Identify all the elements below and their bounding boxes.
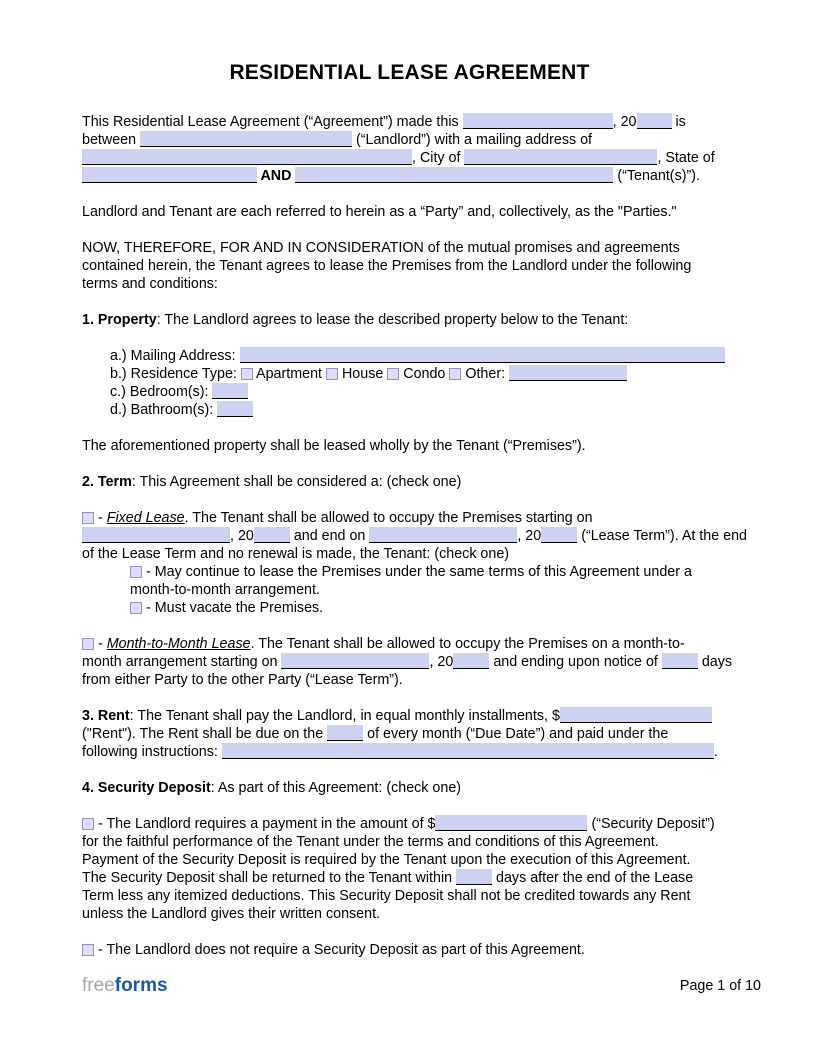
text-segment: Term less any itemized deductions. This Security Deposit shall not be credited towards any Rent	[82, 888, 691, 904]
text-segment: The Security Deposit shall be returned to the Tenant within	[82, 870, 457, 886]
section-number-title: 2. Term	[82, 474, 132, 490]
text-segment: from either Party to the other Party (“Lease Term”).	[82, 672, 403, 688]
text-segment: c.) Bedroom(s):	[110, 384, 213, 400]
fixed-start-year-field[interactable]	[254, 527, 290, 543]
no-deposit-line	[82, 941, 737, 959]
text-segment: Other:	[461, 366, 510, 382]
premises-line	[82, 437, 737, 455]
deposit-line-1	[82, 815, 737, 833]
house-checkbox[interactable]	[326, 368, 338, 380]
text-segment: , State of	[657, 150, 715, 166]
parties-paragraph	[82, 203, 737, 221]
text-segment: for the faithful performance of the Tenant under the terms and conditions of this Agreement.	[82, 834, 659, 850]
logo-free-text: free	[82, 975, 115, 996]
page-footer	[82, 975, 761, 997]
page-indicator: Page 1 of 10	[679, 978, 761, 994]
fixed-lease-checkbox[interactable]	[82, 512, 94, 524]
text-segment: House	[338, 366, 388, 382]
text-segment: .	[713, 744, 718, 760]
property-heading-line	[82, 311, 737, 329]
apartment-checkbox[interactable]	[241, 368, 253, 380]
fixed-option-vacate-line	[82, 599, 737, 617]
text-segment: contained herein, the Tenant agrees to lease the Premises from the Landlord under the following	[82, 258, 692, 274]
text-segment: b.) Residence Type:	[110, 366, 241, 382]
fixed-end-year-field[interactable]	[541, 527, 577, 543]
fixed-lease-label: Fixed Lease	[106, 510, 185, 526]
intro-line-4	[82, 167, 737, 185]
text-segment: (“Security Deposit”)	[587, 816, 715, 832]
intro-line-3	[82, 149, 737, 167]
fixed-lease-clause	[82, 509, 748, 617]
month-to-month-checkbox[interactable]	[82, 638, 94, 650]
agreement-date-field[interactable]	[463, 113, 613, 129]
text-segment: days	[697, 654, 733, 670]
tenant-name-field[interactable]	[295, 167, 613, 183]
landlord-mailing-address-field[interactable]	[82, 149, 412, 165]
text-segment: : The Landlord agrees to lease the described property below to the Tenant:	[156, 312, 629, 328]
text-segment: (“Lease Term”). At the end	[577, 528, 748, 544]
consideration-paragraph	[82, 239, 737, 293]
section-3-rent-clause	[82, 707, 737, 761]
deposit-line-6	[82, 905, 737, 923]
text-segment: Payment of the Security Deposit is required by the Tenant upon the execution of this Agreement.	[82, 852, 691, 868]
rent-line-2	[82, 725, 737, 743]
other-checkbox[interactable]	[449, 368, 461, 380]
text-segment: and ending upon notice of	[489, 654, 662, 670]
deposit-heading-line	[82, 779, 737, 797]
m2m-line-1	[82, 635, 737, 653]
text-segment: unless the Landlord gives their written consent.	[82, 906, 381, 922]
text-segment: - Must vacate the Premises.	[142, 600, 324, 616]
bathrooms-field[interactable]	[217, 401, 253, 417]
fixed-lease-line-3	[82, 545, 737, 563]
text-segment: , 20	[612, 114, 637, 130]
deposit-line-3	[82, 851, 737, 869]
rent-amount-field[interactable]	[560, 707, 712, 723]
m2m-line-2	[82, 653, 737, 671]
property-mailing-address-field[interactable]	[240, 347, 725, 363]
bedrooms-field[interactable]	[212, 383, 248, 399]
other-type-field[interactable]	[509, 365, 627, 381]
fixed-lease-line-1	[82, 509, 737, 527]
text-segment: Apartment	[252, 366, 326, 382]
deposit-required-checkbox[interactable]	[82, 818, 94, 830]
section-number-title: 3. Rent	[82, 708, 130, 724]
text-segment: is	[671, 114, 686, 130]
m2m-start-date-field[interactable]	[281, 653, 429, 669]
section-2-term-heading	[82, 473, 737, 491]
text-segment: , 20	[517, 528, 542, 544]
property-item-a	[110, 347, 737, 365]
deposit-line-5	[82, 887, 737, 905]
month-to-month-clause	[82, 635, 737, 689]
city-field[interactable]	[464, 149, 657, 165]
text-segment: between	[82, 132, 141, 148]
text-segment: following instructions:	[82, 744, 222, 760]
deposit-line-4	[82, 869, 737, 887]
consideration-line-1	[82, 239, 737, 257]
text-segment: month arrangement starting on	[82, 654, 282, 670]
text-segment: - May continue to lease the Premises under the same terms of this Agreement under a	[142, 564, 692, 580]
text-segment: of every month (“Due Date”) and paid under the	[363, 726, 669, 742]
section-number-title: 4. Security Deposit	[82, 780, 211, 796]
text-segment: d.) Bathroom(s):	[110, 402, 218, 418]
text-segment: Landlord and Tenant are each referred to herein as a “Party” and, collectively, as the "Parties."	[82, 204, 677, 220]
text-segment: terms and conditions:	[82, 276, 218, 292]
text-segment: a.) Mailing Address:	[110, 348, 240, 364]
m2m-notice-days-field[interactable]	[662, 653, 698, 669]
m2m-start-year-field[interactable]	[453, 653, 489, 669]
text-segment: , City of	[412, 150, 465, 166]
and-text: AND	[257, 168, 296, 184]
text-segment: and end on	[289, 528, 370, 544]
text-segment: NOW, THEREFORE, FOR AND IN CONSIDERATION of the mutual promises and agreements	[82, 240, 680, 256]
text-segment: . The Tenant shall be allowed to occupy the Premises starting on	[184, 510, 593, 526]
parties-line	[82, 203, 737, 221]
text-segment: , 20	[429, 654, 454, 670]
text-segment: month-to-month arrangement.	[130, 582, 320, 598]
text-segment: -	[94, 636, 107, 652]
text-segment: - The Landlord requires a payment in the amount of $	[94, 816, 436, 832]
text-segment: Condo	[399, 366, 450, 382]
no-deposit-checkbox[interactable]	[82, 944, 94, 956]
month-to-month-label: Month-to-Month Lease	[106, 636, 251, 652]
m2m-line-3	[82, 671, 737, 689]
text-segment: The aforementioned property shall be leased wholly by the Tenant (“Premises”).	[82, 438, 586, 454]
intro-paragraph	[82, 113, 737, 185]
freeforms-logo	[82, 975, 168, 997]
section-1-property-heading	[82, 311, 737, 329]
fixed-option-continue-line-2	[82, 581, 737, 599]
text-segment: (“Landlord”) with a mailing address of	[352, 132, 593, 148]
text-segment: . The Tenant shall be allowed to occupy the Premises on a month-to-	[250, 636, 685, 652]
fixed-lease-line-2	[82, 527, 748, 545]
deposit-line-2	[82, 833, 737, 851]
deposit-amount-field[interactable]	[435, 815, 587, 831]
intro-line-2	[82, 131, 737, 149]
state-field[interactable]	[82, 167, 257, 183]
property-item-b	[110, 365, 737, 383]
text-segment: days after the end of the Lease	[492, 870, 694, 886]
section-number-title: 1. Property	[82, 312, 157, 328]
logo-forms-text: forms	[114, 975, 168, 996]
must-vacate-checkbox[interactable]	[130, 602, 142, 614]
text-segment: (“Tenant(s)”).	[613, 168, 700, 184]
rent-line-3	[82, 743, 737, 761]
property-item-d	[110, 401, 737, 419]
text-segment: This Residential Lease Agreement (“Agreement”) made this	[82, 114, 463, 130]
landlord-name-field[interactable]	[140, 131, 352, 147]
property-item-c	[110, 383, 737, 401]
section-4-deposit-heading	[82, 779, 737, 797]
text-segment: -	[94, 510, 107, 526]
condo-checkbox[interactable]	[387, 368, 399, 380]
text-segment: - The Landlord does not require a Security Deposit as part of this Agreement.	[94, 942, 585, 958]
premises-paragraph	[82, 437, 737, 455]
fixed-end-date-field[interactable]	[369, 527, 517, 543]
text-segment: : The Tenant shall pay the Landlord, in equal monthly installments, $	[129, 708, 560, 724]
payment-instructions-field[interactable]	[222, 743, 714, 759]
text-segment: ("Rent"). The Rent shall be due on the	[82, 726, 328, 742]
text-segment: : As part of this Agreement: (check one)	[210, 780, 462, 796]
text-segment: , 20	[230, 528, 254, 544]
text-segment: of the Lease Term and no renewal is made, the Tenant: (check one)	[82, 546, 510, 562]
no-deposit-clause	[82, 941, 737, 959]
page-title: RESIDENTIAL LEASE AGREEMENT	[229, 61, 590, 84]
rent-due-day-field[interactable]	[327, 725, 363, 741]
consideration-line-3	[82, 275, 737, 293]
intro-line-1	[82, 113, 737, 131]
term-heading-line	[82, 473, 737, 491]
rent-line-1	[82, 707, 737, 725]
fixed-start-date-field[interactable]	[82, 527, 230, 543]
deposit-required-clause	[82, 815, 737, 923]
consideration-line-2	[82, 257, 737, 275]
property-list	[82, 347, 737, 419]
may-continue-checkbox[interactable]	[130, 566, 142, 578]
agreement-year-field[interactable]	[637, 113, 672, 129]
deposit-return-days-field[interactable]	[456, 869, 492, 885]
fixed-option-continue-line-1	[82, 563, 737, 581]
text-segment: : This Agreement shall be considered a: (check one)	[131, 474, 462, 490]
